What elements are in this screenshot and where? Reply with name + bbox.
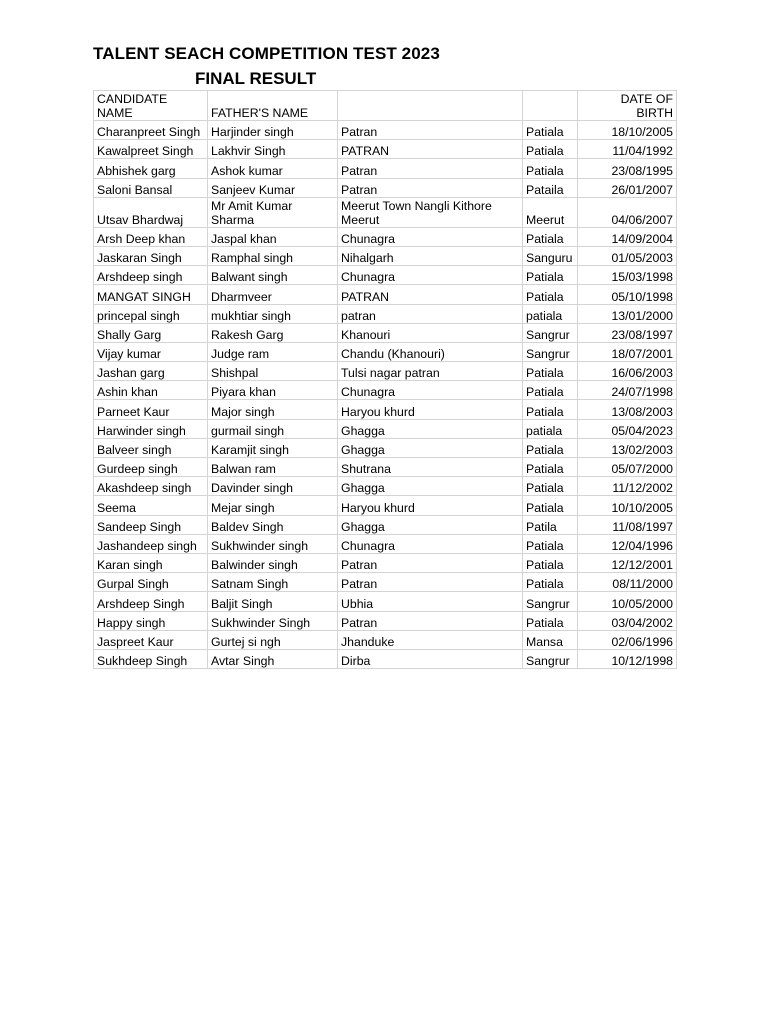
cell-district: Mansa	[523, 630, 578, 649]
cell-candidate-name: princepal singh	[94, 304, 208, 323]
table-row	[94, 285, 677, 304]
cell-candidate-name: Abhishek garg	[94, 159, 208, 178]
table-row	[94, 496, 677, 515]
cell-district: Patiala	[523, 496, 578, 515]
cell-place: Khanouri	[338, 323, 523, 342]
document-title: TALENT SEACH COMPETITION TEST 2023	[93, 44, 440, 63]
cell-place: Haryou khurd	[338, 496, 523, 515]
cell-district: Sangrur	[523, 323, 578, 342]
table-row	[94, 381, 677, 400]
cell-district: Patiala	[523, 553, 578, 572]
table-row	[94, 178, 677, 197]
cell-place: Ghagga	[338, 419, 523, 438]
cell-place: patran	[338, 304, 523, 323]
cell-father-name: Sukhwinder Singh	[208, 611, 338, 630]
cell-district: Patila	[523, 515, 578, 534]
cell-place: Haryou khurd	[338, 400, 523, 419]
cell-date-of-birth: 11/12/2002	[578, 477, 677, 496]
cell-father-name: Harjinder singh	[208, 121, 338, 140]
cell-date-of-birth: 26/01/2007	[578, 178, 677, 197]
cell-candidate-name: Seema	[94, 496, 208, 515]
cell-place: Meerut Town Nangli Kithore Meerut	[338, 197, 523, 227]
table-row	[94, 266, 677, 285]
cell-father-name: Piyara khan	[208, 381, 338, 400]
cell-date-of-birth: 10/12/1998	[578, 649, 677, 668]
cell-place: Tulsi nagar patran	[338, 362, 523, 381]
cell-father-name: Balwan ram	[208, 458, 338, 477]
cell-candidate-name: Jashandeep singh	[94, 534, 208, 553]
cell-father-name: Major singh	[208, 400, 338, 419]
cell-date-of-birth: 13/08/2003	[578, 400, 677, 419]
cell-father-name: Dharmveer	[208, 285, 338, 304]
cell-place: Ghagga	[338, 515, 523, 534]
header-candidate-line2: NAME	[97, 106, 133, 120]
table-row	[94, 515, 677, 534]
cell-candidate-name: Arsh Deep khan	[94, 227, 208, 246]
table-row	[94, 304, 677, 323]
header-date-of-birth	[578, 91, 677, 121]
header-father-name: FATHER'S NAME	[208, 91, 338, 121]
cell-district: Patiala	[523, 438, 578, 457]
cell-father-name: Davinder singh	[208, 477, 338, 496]
table-row	[94, 611, 677, 630]
table-row	[94, 553, 677, 572]
cell-place: Patran	[338, 159, 523, 178]
cell-father-name: Ramphal singh	[208, 246, 338, 265]
table-row	[94, 400, 677, 419]
header-dob-line1: DATE OF	[620, 92, 673, 106]
cell-father-name: Mejar singh	[208, 496, 338, 515]
cell-candidate-name: Jashan garg	[94, 362, 208, 381]
cell-father-name: Rakesh Garg	[208, 323, 338, 342]
cell-date-of-birth: 08/11/2000	[578, 573, 677, 592]
table-row	[94, 246, 677, 265]
table-row	[94, 477, 677, 496]
table-row	[94, 121, 677, 140]
cell-place: PATRAN	[338, 285, 523, 304]
cell-father-name: Balwinder singh	[208, 553, 338, 572]
cell-date-of-birth: 10/10/2005	[578, 496, 677, 515]
cell-district: Patiala	[523, 121, 578, 140]
cell-place: Jhanduke	[338, 630, 523, 649]
header-district	[523, 91, 578, 121]
cell-date-of-birth: 14/09/2004	[578, 227, 677, 246]
cell-candidate-name: Gurpal Singh	[94, 573, 208, 592]
cell-district: Patiala	[523, 458, 578, 477]
cell-candidate-name: Ashin khan	[94, 381, 208, 400]
cell-father-name: Lakhvir Singh	[208, 140, 338, 159]
table-row	[94, 458, 677, 477]
cell-date-of-birth: 23/08/1995	[578, 159, 677, 178]
result-table	[93, 90, 677, 669]
header-place	[338, 91, 523, 121]
cell-district: Sanguru	[523, 246, 578, 265]
cell-district: Patiala	[523, 573, 578, 592]
cell-date-of-birth: 12/04/1996	[578, 534, 677, 553]
cell-father-name: Avtar Singh	[208, 649, 338, 668]
cell-candidate-name: Vijay kumar	[94, 342, 208, 361]
cell-date-of-birth: 12/12/2001	[578, 553, 677, 572]
cell-district: Patiala	[523, 477, 578, 496]
cell-district: Sangrur	[523, 342, 578, 361]
table-row	[94, 630, 677, 649]
cell-date-of-birth: 05/07/2000	[578, 458, 677, 477]
cell-place: Patran	[338, 121, 523, 140]
table-row	[94, 140, 677, 159]
cell-district: Patiala	[523, 534, 578, 553]
cell-district: Pataila	[523, 178, 578, 197]
cell-candidate-name: Akashdeep singh	[94, 477, 208, 496]
cell-father-name: Sukhwinder singh	[208, 534, 338, 553]
cell-candidate-name: Harwinder singh	[94, 419, 208, 438]
cell-candidate-name: Arshdeep Singh	[94, 592, 208, 611]
cell-father-name: gurmail singh	[208, 419, 338, 438]
table-row	[94, 362, 677, 381]
cell-district: Patiala	[523, 140, 578, 159]
cell-place: Dirba	[338, 649, 523, 668]
table-row	[94, 159, 677, 178]
cell-date-of-birth: 03/04/2002	[578, 611, 677, 630]
cell-date-of-birth: 13/01/2000	[578, 304, 677, 323]
table-header-row	[94, 91, 677, 121]
table-row	[94, 438, 677, 457]
cell-district: Patiala	[523, 266, 578, 285]
cell-candidate-name: Gurdeep singh	[94, 458, 208, 477]
cell-candidate-name: Kawalpreet Singh	[94, 140, 208, 159]
result-table-body	[94, 91, 677, 669]
cell-place: PATRAN	[338, 140, 523, 159]
cell-date-of-birth: 05/04/2023	[578, 419, 677, 438]
cell-place: Nihalgarh	[338, 246, 523, 265]
cell-place: Patran	[338, 573, 523, 592]
table-row	[94, 323, 677, 342]
cell-father-name: Gurtej si ngh	[208, 630, 338, 649]
cell-date-of-birth: 23/08/1997	[578, 323, 677, 342]
cell-candidate-name: Utsav Bhardwaj	[94, 197, 208, 227]
cell-date-of-birth: 11/08/1997	[578, 515, 677, 534]
cell-candidate-name: Sandeep Singh	[94, 515, 208, 534]
cell-date-of-birth: 02/06/1996	[578, 630, 677, 649]
cell-place: Patran	[338, 611, 523, 630]
cell-district: Patiala	[523, 159, 578, 178]
table-row	[94, 592, 677, 611]
cell-place: Chunagra	[338, 266, 523, 285]
cell-district: Meerut	[523, 197, 578, 227]
cell-date-of-birth: 11/04/1992	[578, 140, 677, 159]
document-subtitle: FINAL RESULT	[195, 69, 317, 88]
cell-district: Sangrur	[523, 592, 578, 611]
table-row	[94, 197, 677, 227]
cell-place: Ghagga	[338, 477, 523, 496]
cell-candidate-name: Charanpreet Singh	[94, 121, 208, 140]
cell-place: Chunagra	[338, 227, 523, 246]
cell-candidate-name: Jaskaran Singh	[94, 246, 208, 265]
cell-father-name: Baldev Singh	[208, 515, 338, 534]
cell-date-of-birth: 16/06/2003	[578, 362, 677, 381]
cell-place: Chunagra	[338, 534, 523, 553]
cell-father-name: Baljit Singh	[208, 592, 338, 611]
cell-place: Patran	[338, 553, 523, 572]
cell-district: Sangrur	[523, 649, 578, 668]
cell-date-of-birth: 18/07/2001	[578, 342, 677, 361]
cell-candidate-name: Shally Garg	[94, 323, 208, 342]
cell-district: Patiala	[523, 285, 578, 304]
cell-father-name: Sanjeev Kumar	[208, 178, 338, 197]
cell-father-name: Ashok kumar	[208, 159, 338, 178]
cell-father-name: Judge ram	[208, 342, 338, 361]
cell-candidate-name: Saloni Bansal	[94, 178, 208, 197]
cell-date-of-birth: 10/05/2000	[578, 592, 677, 611]
cell-district: Patiala	[523, 400, 578, 419]
cell-place: Chunagra	[338, 381, 523, 400]
cell-candidate-name: Karan singh	[94, 553, 208, 572]
cell-date-of-birth: 04/06/2007	[578, 197, 677, 227]
cell-date-of-birth: 05/10/1998	[578, 285, 677, 304]
cell-father-name: Karamjit singh	[208, 438, 338, 457]
cell-candidate-name: Parneet Kaur	[94, 400, 208, 419]
header-dob-line2: BIRTH	[636, 106, 673, 120]
cell-candidate-name: Happy singh	[94, 611, 208, 630]
cell-father-name: Shishpal	[208, 362, 338, 381]
cell-father-name: Jaspal khan	[208, 227, 338, 246]
cell-district: patiala	[523, 304, 578, 323]
table-row	[94, 649, 677, 668]
cell-date-of-birth: 15/03/1998	[578, 266, 677, 285]
cell-father-name: mukhtiar singh	[208, 304, 338, 323]
cell-date-of-birth: 18/10/2005	[578, 121, 677, 140]
table-row	[94, 342, 677, 361]
cell-father-name: Satnam Singh	[208, 573, 338, 592]
header-candidate-name	[94, 91, 208, 121]
cell-district: Patiala	[523, 611, 578, 630]
cell-candidate-name: Sukhdeep Singh	[94, 649, 208, 668]
cell-place: Patran	[338, 178, 523, 197]
cell-district: Patiala	[523, 381, 578, 400]
cell-place: Ghagga	[338, 438, 523, 457]
cell-candidate-name: Balveer singh	[94, 438, 208, 457]
cell-date-of-birth: 01/05/2003	[578, 246, 677, 265]
cell-place: Chandu (Khanouri)	[338, 342, 523, 361]
cell-district: patiala	[523, 419, 578, 438]
cell-date-of-birth: 24/07/1998	[578, 381, 677, 400]
cell-place: Ubhia	[338, 592, 523, 611]
cell-district: Patiala	[523, 227, 578, 246]
cell-father-name: Balwant singh	[208, 266, 338, 285]
table-row	[94, 573, 677, 592]
cell-district: Patiala	[523, 362, 578, 381]
cell-date-of-birth: 13/02/2003	[578, 438, 677, 457]
cell-candidate-name: Arshdeep singh	[94, 266, 208, 285]
table-row	[94, 534, 677, 553]
header-candidate-line1: CANDIDATE	[97, 92, 168, 106]
cell-candidate-name: MANGAT SINGH	[94, 285, 208, 304]
cell-father-name: Mr Amit Kumar Sharma	[208, 197, 338, 227]
table-row	[94, 419, 677, 438]
table-row	[94, 227, 677, 246]
cell-place: Shutrana	[338, 458, 523, 477]
cell-candidate-name: Jaspreet Kaur	[94, 630, 208, 649]
